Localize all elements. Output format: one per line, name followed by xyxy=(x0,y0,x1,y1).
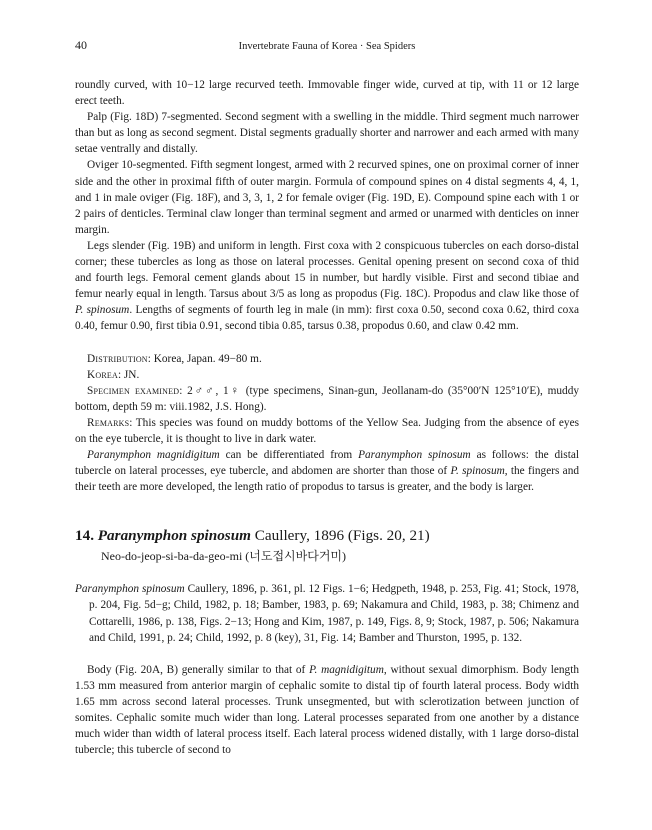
paragraph-chela: roundly curved, with 10−12 large recurved teeth. Immovable finger wide, curved at tip, with 11 or 12 large erect teeth. xyxy=(75,79,579,108)
paragraph-oviger: Oviger 10-segmented. Fifth segment longest, armed with 2 recurved spines, one on proximal corner of inner side and the other in proximal fifth of outer margin. Formula of compound spines on 4 distal segments 4, 4, 1, and 1 in male oviger (Fig. 18F), and 3, 3, 1, 2 for female oviger (Fig. 19D, E). Compound spine each with 1 or 2 pairs of denticles. Terminal claw longer than terminal segment and armed or unarmed with denticles on inner margin. xyxy=(75,159,579,236)
species-heading: 14. Paranymphon spinosum Caullery, 1896 (Figs. 20, 21) xyxy=(75,527,430,545)
page-number: 40 xyxy=(75,38,87,52)
distribution-section: Distribution: Korea, Japan. 49−80 m. xyxy=(87,352,262,365)
distribution-label: Distribution xyxy=(87,352,148,365)
korean-name: Neo-do-jeop-si-ba-da-geo-mi (너도접시바다거미) xyxy=(101,549,347,564)
remarks-section: Remarks: This species was found on muddy bottoms of the Yellow Sea. Judging from the absence of eyes on the eye tubercle, it is thought to live in dark water. xyxy=(75,416,579,445)
korea-label: Korea xyxy=(87,368,118,381)
page-header xyxy=(75,38,579,53)
paragraph-body: Body (Fig. 20A, B) generally similar to that of P. magnidigitum, without sexual dimorphism. Body length 1.53 mm measured from anterior margin of cephalic somite to distal tip of fourth lateral process. Body width 1.65 mm across second lateral processes. Trunk unsegmented, but with sclerotization between junction of somites. Cephalic somite much wider than long. Lateral processes separated from one another by a distance much wider than width of lateral process itself. Each lateral process widened distally, with 1 large dorso-distal tubercle; this tubercle of second to xyxy=(75,663,579,757)
korea-section: Korea: JN. xyxy=(87,368,140,381)
specimen-label: Specimen examined xyxy=(87,384,180,397)
species-authority: Caullery, 1896 (Figs. 20, 21) xyxy=(254,527,430,545)
specimen-section: Specimen examined: 2♂♂, 1♀ (type specimens, Sinan-gun, Jeollanam-do (35°00′N 125°10′E), muddy bottom, depth 59 m: viii.1982, J.S. Hong). xyxy=(75,384,580,413)
page xyxy=(75,38,579,758)
paragraph-palp: Palp (Fig. 18D) 7-segmented. Second segment with a swelling in the middle. Third segment much narrower than but as long as second segment. Distal segments gradually shorter and narrower and each armed with many setae ventrally and distally. xyxy=(75,111,579,156)
synonymy-list: Paranymphon spinosum Caullery, 1896, p. 361, pl. 12 Figs. 1−6; Hedgpeth, 1948, p. 253, Fig. 41; Stock, 1978, p. 204, Fig. 5d−g; Child, 1982, p. 18; Bamber, 1983, p. 69; Nakamura and Child, 1983, p. 38; Chimenz and Cottarelli, 1986, p. 138, Figs. 2−13; Hong and Kim, 1987, p. 149, Figs. 8, 9; Stock, 1987, p. 506; Nakamura and Child, 1991, p. 24; Child, 1992, p. 8 (key), 31, Fig. 14; Bamber and Thurston, 1995, p. 132. xyxy=(75,583,579,644)
remarks-label: Remarks xyxy=(87,416,130,429)
species-name: Paranymphon spinosum xyxy=(97,527,251,545)
paragraph-legs: Legs slender (Fig. 19B) and uniform in length. First coxa with 2 conspicuous tubercles on each dorso-distal corner; these tubercles as long as those on lateral processes. Genital opening present on second coxa of thid and fourth legs. Femoral cement glands about 15 in number, but hardly visible. First and second tibiae and femur nearly equal in length. Tarsus about 3/5 as long as propodus (Fig. 18C). Propodus and claw like those of P. spinosum. Lengths of segments of fourth leg in male (in mm): first coxa 0.50, second coxa 0.62, third coxa 0.40, femur 0.90, first tibia 0.91, second tibia 0.85, tarsus 0.38, propodus 0.60, and claw 0.42 mm. xyxy=(75,239,579,333)
paragraph-comparison: Paranymphon magnidigitum can be differentiated from Paranymphon spinosum as follows: the distal tubercle on lateral processes, eye tubercle, and abdomen are shorter than those of P. spinosum, the fingers and their teeth are more developed, the length ratio of propodus to tarsus is greater, and the body is larger. xyxy=(75,449,579,494)
running-title: Invertebrate Fauna of Korea · Sea Spiders xyxy=(238,41,416,52)
